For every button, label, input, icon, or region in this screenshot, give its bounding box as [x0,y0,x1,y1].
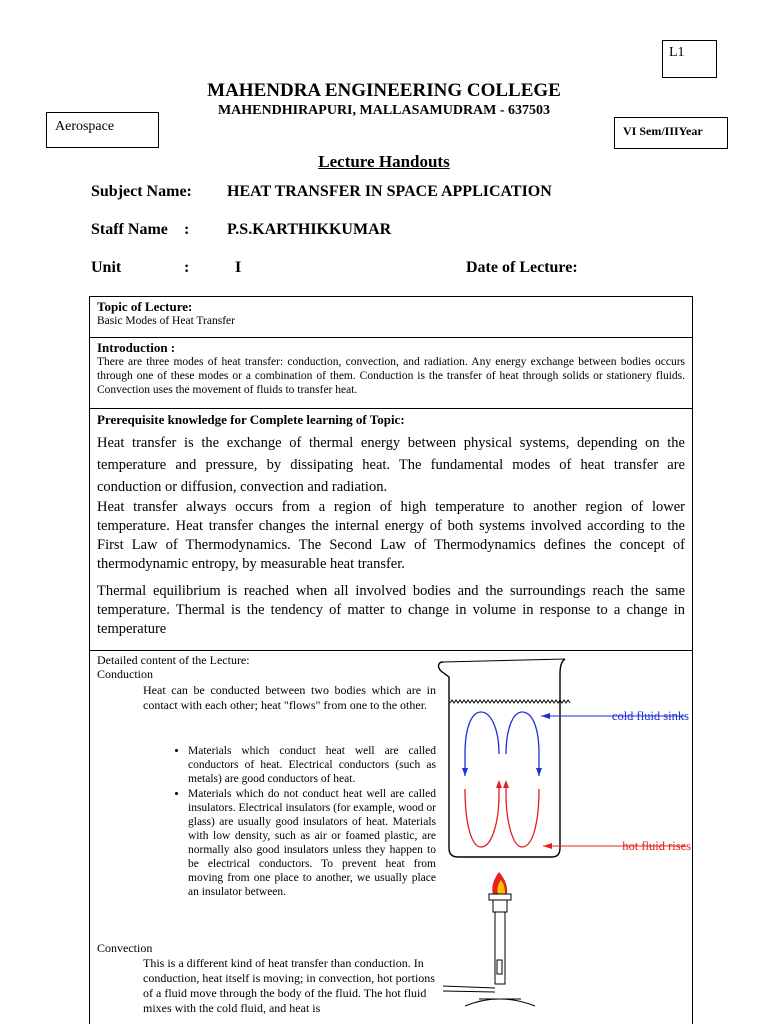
gas-hose-bottom [443,991,495,992]
burner-nozzle [489,894,511,900]
hot-pointer-head [543,843,552,849]
handout-title: Lecture Handouts [318,152,450,171]
college-name: MAHENDRA ENGINEERING COLLEGE [207,80,561,101]
college-address: MAHENDHIRAPURI, MALLASAMUDRAM - 637503 [217,103,551,118]
detail-heading: Detailed content of the Lecture: [97,653,250,667]
introduction-cell [89,337,693,409]
list-item: • Materials which do not conduct heat well are called insulators. Electrical insulators (for example, wood or glass) are usually good insulators of heat. Materials with low density, such as air or foamed plastic, are normally also good insulators unless they happen to be electrical conductors. To prevent heat from moving from one place to another, we usually place an insulator between. [188,787,436,899]
date-of-lecture-label: Date of Lecture: [466,259,578,276]
burner-air-hole [497,960,502,974]
cold-fluid-label: cold fluid sinks [611,709,689,723]
staff-label: Staff Name [91,221,168,238]
cold-flow-right [506,712,539,776]
prerequisite-heading: Prerequisite knowledge for Complete learning of Topic: [97,412,405,427]
staff-value: P.S.KARTHIKKUMAR [227,221,392,238]
prerequisite-cell [89,408,693,651]
introduction-heading: Introduction : [97,340,176,355]
beaker-rim [443,659,565,662]
subject-label: Subject Name: [91,183,192,200]
convection-diagram [435,654,691,1024]
liquid-surface [450,700,570,703]
hot-flow-left [465,782,499,847]
unit-label: Unit [91,259,122,276]
prerequisite-para-3: Thermal equilibrium is reached when all involved bodies and the surroundings reach the same temperature. Thermal is the tendency of matter to change in volume in response to a change in temperature [97,583,685,637]
staff-colon: : [184,221,190,238]
topic-text: Basic Modes of Heat Transfer [97,315,235,327]
subject-value: HEAT TRANSFER IN SPACE APPLICATION [227,183,552,200]
semester-box [614,117,728,149]
hot-flow-right [506,782,539,847]
cold-flow-left [465,712,499,776]
cold-arrowhead-right [536,768,542,776]
topic-cell [89,296,693,338]
semester: VI Sem/IIIYear [623,124,703,138]
list-item: • Materials which conduct heat well are called conductors of heat. Electrical conductors (such as metals) are good conductors of heat. [188,744,436,786]
cold-pointer-head [541,713,550,719]
conduction-title: Conduction [97,667,153,681]
department: Aerospace [55,119,115,134]
convection-title: Convection [97,941,153,955]
burner-collar [493,900,507,912]
prerequisite-para-2: Heat transfer always occurs from a region of high temperature to another region of lower temperature. Heat transfer changes the internal energy of both systems involved according to the First Law of Thermodynamics. The Second Law of Thermodynamics defines the concept of thermodynamic entropy, by measurable heat transfer. [97,499,685,572]
lecture-number: L1 [669,45,685,60]
hot-arrowhead-right [503,780,509,788]
burner-base [465,999,535,1006]
introduction-text: There are three modes of heat transfer: conduction, convection, and radiation. Any energy exchange between bodies occurs through one of these modes or a combination of them. Conduction is the transfer of heat through solids or stationery fluids. Convection uses the movement of fluids to transfer heat. [97,356,685,396]
detailed-content-cell [89,650,693,1024]
convection-text: This is a different kind of heat transfer than conduction. In conduction, heat itself is moving; in convection, hot portions of a fluid move through the body of the fluid. The hot fluid mixes with the cold fluid, and heat is [143,956,435,1015]
topic-heading: Topic of Lecture: [97,299,193,314]
hot-arrowhead-left [496,780,502,788]
prerequisite-para-1: Heat transfer is the exchange of thermal energy between physical systems, depending on the temperature and pressure, by dissipating heat. The fundamental modes of heat transfer are conduction or diffusion, convection and radiation. [97,435,685,495]
lecture-number-box [662,40,717,78]
gas-hose-top [443,986,495,988]
unit-colon: : [184,259,190,276]
conduction-text: Heat can be conducted between two bodies which are in contact with each other; heat "flows" from one to the other. [143,683,436,712]
hot-fluid-label: hot fluid rises [622,839,691,853]
cold-arrowhead-left [462,768,468,776]
unit-value: I [235,259,242,276]
beaker-outline [439,659,565,857]
conduction-bullet-list [143,744,436,899]
